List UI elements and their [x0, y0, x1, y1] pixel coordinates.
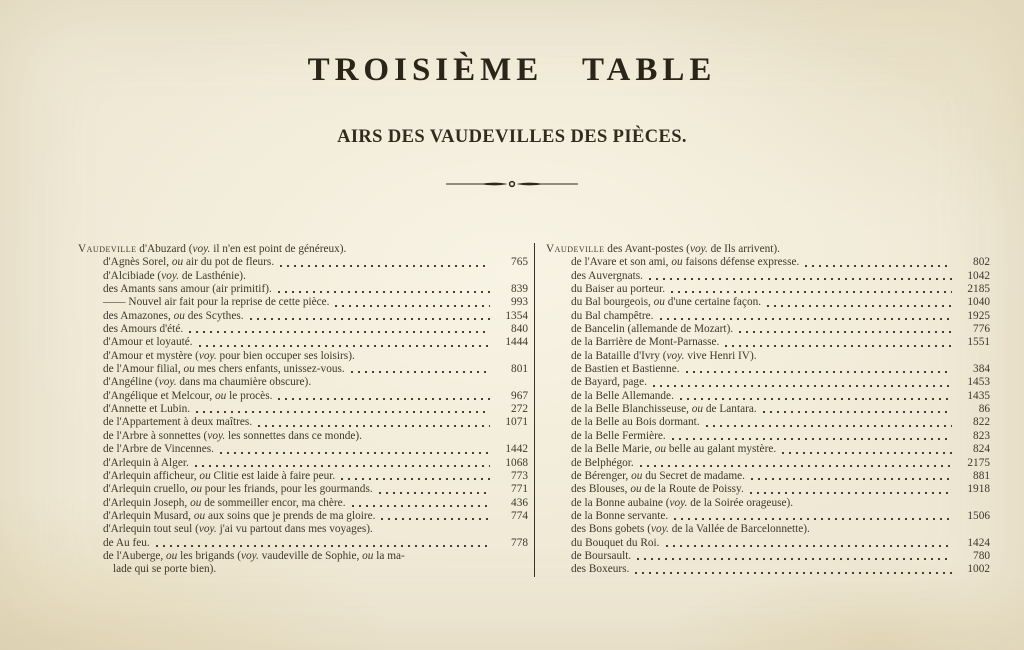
index-entry [78, 403, 528, 416]
dot-leader [767, 305, 952, 307]
dot-leader [725, 345, 952, 347]
index-entry [546, 403, 990, 416]
index-entry [78, 443, 528, 456]
index-entry [546, 483, 990, 496]
entry-text: Vaudeville d'Abuzard (voy. il n'en est point de généreux). [78, 243, 347, 255]
page-number: 771 [511, 483, 528, 496]
index-entry [546, 563, 990, 576]
entry-text: des Amours d'été. [103, 323, 184, 336]
index-entry [78, 457, 528, 470]
index-entry [546, 323, 990, 336]
page-number: 1040 [967, 296, 990, 309]
page-number: 1068 [505, 456, 528, 469]
dot-leader [278, 291, 490, 293]
dot-leader [805, 265, 952, 267]
page-number: 1444 [505, 336, 528, 349]
dot-leader [258, 425, 490, 427]
index-entry [546, 443, 990, 456]
page-number: 1442 [505, 443, 528, 456]
dot-leader [280, 265, 490, 267]
index-entry [78, 537, 528, 550]
page-number: 1002 [967, 563, 990, 576]
entry-smallcaps-lead: Vaudeville [546, 243, 605, 255]
index-columns [78, 243, 990, 577]
entry-text: de l'Arbre de Vincennes. [103, 443, 214, 456]
entry-text: des Auvergnats. [571, 269, 643, 282]
index-entry [546, 270, 990, 283]
page-number: 1435 [967, 389, 990, 402]
entry-text: de la Belle Allemande. [571, 389, 674, 402]
dot-leader [189, 331, 490, 333]
dot-leader [335, 305, 490, 307]
dot-leader [686, 371, 952, 373]
entry-text: de Belphégor. [571, 456, 634, 469]
dot-leader [672, 438, 952, 440]
dot-leader [199, 345, 490, 347]
index-entry [78, 470, 528, 483]
page-number: 822 [973, 416, 990, 429]
index-entry [78, 270, 528, 283]
entry-text: de Bérenger, ou du Secret de madame. [571, 469, 745, 482]
index-entry [546, 363, 990, 376]
index-entry [78, 416, 528, 429]
page-number: 993 [511, 296, 528, 309]
dot-leader [671, 291, 952, 293]
entry-text: de Boursault. [571, 549, 632, 562]
page-number: 436 [511, 496, 528, 509]
entry-text: d'Amour et mystère (voy. pour bien occuper ses loisirs). [103, 349, 355, 362]
index-entry [546, 550, 990, 563]
dot-leader [196, 411, 490, 413]
dot-leader [763, 411, 952, 413]
entry-text: d'Angéline (voy. dans ma chaumière obscure). [103, 376, 312, 389]
index-entry [78, 523, 528, 536]
dot-leader [351, 371, 490, 373]
index-entry [78, 296, 528, 309]
page-number: 823 [973, 429, 990, 442]
entry-text: du Bouquet du Roi. [571, 536, 660, 549]
entry-text: de la Barrière de Mont-Parnasse. [571, 336, 720, 349]
dot-leader [750, 492, 952, 494]
index-entry [546, 376, 990, 389]
dot-leader [195, 465, 490, 467]
index-entry [546, 296, 990, 309]
index-entry [78, 376, 528, 389]
index-entry [546, 470, 990, 483]
index-entry [546, 310, 990, 323]
entry-text: des Amazones, ou des Scythes. [103, 309, 244, 322]
dot-leader [637, 558, 952, 560]
entry-text: de l'Appartement à deux maîtres. [103, 416, 253, 429]
dot-leader [352, 505, 490, 507]
page-number: 1551 [967, 336, 990, 349]
index-entry [546, 497, 990, 510]
page-number: 1918 [967, 483, 990, 496]
entry-text: de la Belle Blanchisseuse, ou de Lantara. [571, 403, 757, 416]
entry-text: de la Belle au Bois dormant. [571, 416, 700, 429]
dot-leader [379, 492, 490, 494]
index-column-left [78, 243, 534, 577]
index-entry [78, 243, 528, 256]
dot-leader [660, 318, 953, 320]
page-number: 774 [511, 509, 528, 522]
entry-text: de l'Avare et son ami, ou faisons défense expresse. [571, 256, 800, 269]
index-entry [78, 563, 528, 576]
page-number: 2185 [967, 283, 990, 296]
entry-text: d'Annette et Lubin. [103, 403, 191, 416]
index-entry [546, 243, 990, 256]
dot-leader [649, 278, 952, 280]
entry-text: de la Bonne aubaine (voy. de la Soirée orageuse). [571, 496, 794, 509]
index-entry [546, 350, 990, 363]
page-number: 967 [511, 389, 528, 402]
page-number: 773 [511, 469, 528, 482]
page-number: 2175 [967, 456, 990, 469]
dot-leader [751, 478, 952, 480]
index-entry [546, 523, 990, 536]
index-entry [78, 256, 528, 269]
entry-text: des Amants sans amour (air primitif). [103, 283, 272, 296]
entry-text: de Au feu. [103, 536, 150, 549]
index-entry [546, 416, 990, 429]
entry-text: d'Arlequin à Alger. [103, 456, 189, 469]
dot-leader [250, 318, 490, 320]
page-number: 1071 [505, 416, 528, 429]
entry-text: de la Belle Marie, ou belle au galant mystère. [571, 443, 777, 456]
page-number: 1925 [967, 309, 990, 322]
page-number: 1354 [505, 309, 528, 322]
entry-text: lade qui se porte bien). [113, 563, 217, 576]
entry-text: de l'Arbre à sonnettes (voy. les sonnettes dans ce monde). [103, 429, 362, 442]
entry-text: de l'Auberge, ou les brigands (voy. vaudeville de Sophie, ou la ma- [103, 549, 405, 562]
page-number: 1424 [967, 536, 990, 549]
index-entry [78, 483, 528, 496]
page-title: TROISIÈME TABLE [307, 52, 717, 88]
page-number: 802 [973, 256, 990, 269]
page-number: 778 [511, 536, 528, 549]
page-number: 840 [511, 323, 528, 336]
dot-leader [341, 478, 490, 480]
index-entry [78, 323, 528, 336]
dot-leader [653, 385, 952, 387]
page-number: 1453 [967, 376, 990, 389]
dot-leader [739, 331, 952, 333]
page-number: 780 [973, 549, 990, 562]
index-entry [546, 510, 990, 523]
entry-text: d'Angélique et Melcour, ou le procès. [103, 389, 273, 402]
page-number: 272 [511, 403, 528, 416]
entry-text: du Baiser au porteur. [571, 283, 666, 296]
index-entry [78, 336, 528, 349]
entry-text: —— Nouvel air fait pour la reprise de cette pièce. [103, 296, 330, 309]
index-entry [546, 537, 990, 550]
index-entry [78, 390, 528, 403]
index-entry [78, 497, 528, 510]
index-entry [78, 510, 528, 523]
entry-text: de Bancelin (allemande de Mozart). [571, 323, 734, 336]
entry-text: des Bons gobets (voy. de la Vallée de Barcelonnette). [571, 523, 810, 536]
entry-text: d'Arlequin tout seul (voy. j'ai vu partout dans mes voyages). [103, 523, 373, 536]
dot-leader [635, 572, 952, 574]
dot-leader [674, 518, 952, 520]
page-number: 881 [973, 469, 990, 482]
page-number: 1042 [967, 269, 990, 282]
entry-text: Vaudeville des Avant-postes (voy. de Ils arrivent). [546, 243, 780, 255]
page-number: 1506 [967, 509, 990, 522]
entry-text: de la Bonne servante. [571, 509, 669, 522]
entry-smallcaps-lead: Vaudeville [78, 243, 137, 255]
page-number: 86 [978, 403, 990, 416]
index-entry [78, 350, 528, 363]
page-number: 765 [511, 256, 528, 269]
page-subtitle: AIRS DES VAUDEVILLES DES PIÈCES. [337, 127, 687, 147]
entry-text: d'Alcibiade (voy. de Lasthénie). [103, 269, 246, 282]
dot-leader [220, 452, 490, 454]
index-entry [546, 430, 990, 443]
index-entry [78, 430, 528, 443]
entry-text: du Bal champêtre. [571, 309, 654, 322]
entry-text: de Bayard, page. [571, 376, 647, 389]
index-entry [546, 457, 990, 470]
page-number: 776 [973, 323, 990, 336]
dot-leader [278, 398, 490, 400]
index-entry [78, 550, 528, 563]
page-number: 384 [973, 363, 990, 376]
page-number: 801 [511, 363, 528, 376]
index-entry [546, 336, 990, 349]
dot-leader [680, 398, 952, 400]
dot-leader [381, 518, 490, 520]
entry-text: de l'Amour filial, ou mes chers enfants, unissez-vous. [103, 363, 345, 376]
index-entry [546, 256, 990, 269]
dot-leader [156, 545, 490, 547]
page-number: 839 [511, 283, 528, 296]
entry-text: d'Amour et loyauté. [103, 336, 193, 349]
entry-text: d'Arlequin afficheur, ou Clitie est laide à faire peur. [103, 469, 336, 482]
dot-leader [782, 452, 952, 454]
dot-leader [706, 425, 952, 427]
entry-text: d'Arlequin cruello, ou pour les friands, pour les gourmands. [103, 483, 373, 496]
index-entry [546, 283, 990, 296]
page-number: 824 [973, 443, 990, 456]
divider-ornament-icon [0, 178, 1024, 190]
entry-text: d'Arlequin Musard, ou aux soins que je prends de ma gloire. [103, 509, 376, 522]
index-entry [78, 363, 528, 376]
entry-text: de Bastien et Bastienne. [571, 363, 680, 376]
dot-leader [666, 545, 953, 547]
entry-text: des Boxeurs. [571, 563, 630, 576]
dot-leader [640, 465, 952, 467]
entry-text: de la Belle Fermière. [571, 429, 666, 442]
index-entry [78, 283, 528, 296]
index-entry [78, 310, 528, 323]
index-column-right [534, 243, 990, 577]
entry-text: d'Agnès Sorel, ou air du pot de fleurs. [103, 256, 275, 269]
entry-text: du Bal bourgeois, ou d'une certaine façon. [571, 296, 762, 309]
index-entry [546, 390, 990, 403]
entry-text: de la Bataille d'Ivry (voy. vive Henri IV). [571, 349, 757, 362]
entry-text: d'Arlequin Joseph, ou de sommeiller encor, ma chère. [103, 496, 346, 509]
entry-text: des Blouses, ou de la Route de Poissy. [571, 483, 744, 496]
